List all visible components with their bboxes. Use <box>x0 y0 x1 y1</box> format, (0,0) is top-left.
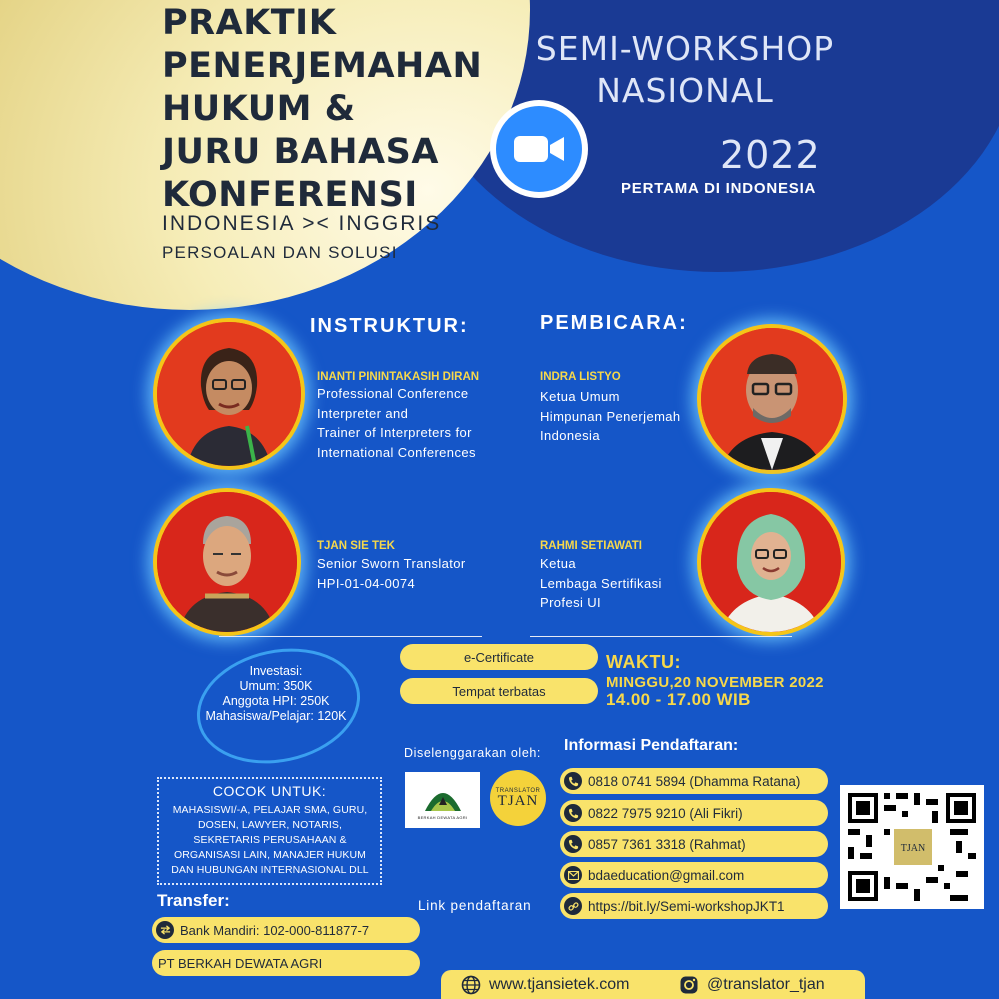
qr-center-logo: TJAN <box>900 843 926 854</box>
event-heading <box>515 28 855 112</box>
description-line: Himpunan Penerjemah <box>540 408 681 424</box>
description-line: Senior Sworn Translator <box>317 556 466 571</box>
target-audience-line: SEKRETARIS PERUSAHAAN & <box>193 834 347 846</box>
contact-text: 0857 7361 3318 (Rahmat) <box>588 836 746 852</box>
footer-instagram[interactable] <box>679 975 825 995</box>
description-line: Ketua <box>540 556 576 571</box>
event-year: 2022 <box>720 133 821 177</box>
contact-text: 0818 0741 5894 (Dhamma Ratana) <box>588 773 801 789</box>
divider-right <box>530 636 792 637</box>
title-subtitle-topic: PERSOALAN DAN SOLUSI <box>162 243 398 262</box>
link-icon <box>564 897 582 915</box>
speaker-2-name: RAHMI SETIAWATI <box>540 540 643 552</box>
target-audience-heading: COCOK UNTUK: <box>212 783 327 799</box>
organizer-logo-2-small-text: TRANSLATOR <box>495 787 541 794</box>
avatar-speaker-1 <box>697 324 847 474</box>
instructor-1-name: INANTI PININTAKASIH DIRAN <box>317 371 480 383</box>
mail-icon <box>564 866 582 884</box>
contact-registration-link[interactable] <box>560 893 828 919</box>
footer-bar <box>441 970 865 999</box>
footer-website[interactable] <box>461 975 630 995</box>
zoom-camera-icon <box>496 106 582 192</box>
description-line: Interpreter and <box>317 405 409 421</box>
investasi-line: Mahasiswa/Pelajar: 120K <box>205 709 347 723</box>
schedule-time: 14.00 - 17.00 WIB <box>606 690 751 709</box>
title-line: PRAKTIK <box>162 3 337 43</box>
phone-icon <box>564 772 582 790</box>
description-line: Indonesia <box>540 428 600 443</box>
registration-heading: Informasi Pendaftaran: <box>564 737 739 754</box>
speaker-1-name: INDRA LISTYO <box>540 371 621 383</box>
organizer-label: Diselenggarakan oleh: <box>404 746 541 760</box>
contact-phone-3[interactable] <box>560 831 828 857</box>
event-heading-line1: SEMI-WORKSHOP <box>535 29 835 68</box>
badge-limited-seats: Tempat terbatas <box>400 678 598 704</box>
description-line: Trainer of Interpreters for <box>317 425 472 440</box>
target-audience-list <box>160 803 380 878</box>
avatar-instructor-1 <box>153 318 305 470</box>
instagram-icon <box>679 975 699 995</box>
avatar-instructor-2 <box>153 488 301 636</box>
divider-left <box>219 636 482 637</box>
description-line: Lembaga Sertifikasi <box>540 575 662 591</box>
footer-website-text: www.tjansietek.com <box>489 976 630 993</box>
contact-email[interactable] <box>560 862 828 888</box>
target-audience-line: MAHASISWI/-A, PELAJAR SMA, GURU, <box>172 804 368 816</box>
bank-account-text: Bank Mandiri: 102-000-811877-7 <box>180 922 370 938</box>
event-heading-line2: NASIONAL <box>596 71 774 110</box>
description-line: Professional Conference <box>317 386 469 401</box>
target-audience-line: DOSEN, LAWYER, NOTARIS, <box>197 819 343 831</box>
organizer-logo-1-text: BERKAH DEWATA AGRI <box>417 814 468 820</box>
investasi-line: Umum: 350K <box>239 679 313 693</box>
contact-phone-1[interactable] <box>560 768 828 794</box>
schedule-label: WAKTU: <box>606 652 681 672</box>
description-line: International Conferences <box>317 444 476 460</box>
title-line: KONFERENSI <box>162 175 418 215</box>
qr-code-image <box>846 791 978 903</box>
investasi-line: Investasi: <box>249 664 303 678</box>
badge-e-certificate: e-Certificate <box>400 644 598 670</box>
section-heading-instruktur: INSTRUKTUR: <box>310 315 469 337</box>
target-audience-line: DAN HUBUNGAN INTERNASIONAL DLL <box>171 864 369 876</box>
speaker-2-description <box>540 554 662 613</box>
instructor-1-description <box>317 384 476 462</box>
transfer-icon <box>156 921 174 939</box>
investasi-pricing <box>196 664 356 724</box>
zoom-logo <box>490 100 588 198</box>
instructor-2-name: TJAN SIE TEK <box>317 540 395 552</box>
account-name-text: PT BERKAH DEWATA AGRI <box>158 955 323 971</box>
investasi-line: Anggota HPI: 250K <box>222 694 330 708</box>
organizer-logo-translator-tjan <box>490 770 546 826</box>
title-line: PENERJEMAHAN <box>162 46 483 86</box>
event-first-tagline: PERTAMA DI INDONESIA <box>621 180 817 197</box>
bank-account-pill <box>152 917 420 943</box>
title-line: JURU BAHASA <box>162 132 439 172</box>
contact-text: 0822 7975 9210 (Ali Fikri) <box>588 805 743 821</box>
registration-link-label: Link pendaftaran <box>418 898 532 913</box>
globe-icon <box>461 975 481 995</box>
account-name-pill <box>152 950 420 976</box>
organizer-logo-berkah-dewata-agri <box>405 772 480 828</box>
page-title <box>162 2 492 217</box>
title-line: HUKUM & <box>162 89 356 129</box>
phone-icon <box>564 804 582 822</box>
instructor-2-description <box>317 554 466 593</box>
schedule-date: MINGGU,20 NOVEMBER 2022 <box>606 674 824 691</box>
registration-qr-code[interactable] <box>840 785 984 909</box>
description-line: HPI-01-04-0074 <box>317 575 416 591</box>
contact-text: bdaeducation@gmail.com <box>588 867 745 883</box>
description-line: Ketua Umum <box>540 389 620 404</box>
section-heading-pembicara: PEMBICARA: <box>540 312 688 334</box>
avatar-speaker-2 <box>697 488 845 636</box>
transfer-heading: Transfer: <box>157 891 230 910</box>
target-audience-line: ORGANISASI LAIN, MANAJER HUKUM <box>173 849 367 861</box>
contact-phone-2[interactable] <box>560 800 828 826</box>
contact-text: https://bit.ly/Semi-workshopJKT1 <box>588 898 785 914</box>
phone-icon <box>564 835 582 853</box>
organizer-logo-2-main-text: TJAN <box>497 792 539 809</box>
footer-instagram-text: @translator_tjan <box>707 976 825 993</box>
title-subtitle-language: INDONESIA >< INGGRIS <box>162 212 442 235</box>
speaker-1-description <box>540 387 681 446</box>
description-line: Profesi UI <box>540 595 602 610</box>
